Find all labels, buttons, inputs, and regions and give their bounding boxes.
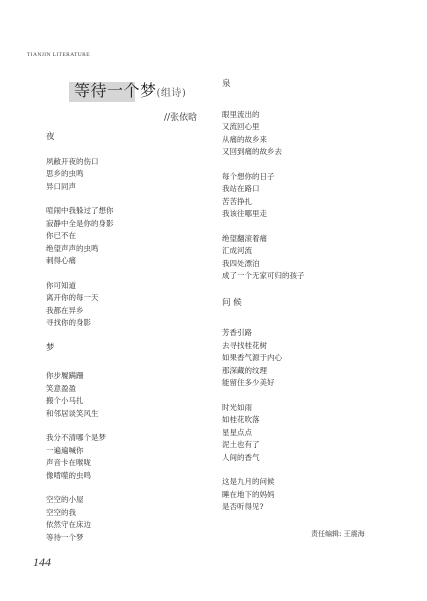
- poem-line: 你步履蹒跚: [46, 371, 84, 380]
- poem-line: 汇成河流: [222, 246, 252, 255]
- poem-line: 一遍遍喊你: [46, 445, 84, 455]
- poem-line: 喧闹中我躲过了想你: [46, 206, 114, 215]
- poem-line: 我该往哪里走: [222, 209, 267, 218]
- poem-line: 笑意盈盈: [46, 383, 76, 393]
- poem-line: 时光如雨: [222, 402, 252, 412]
- poem-line: 思乡的虫鸣: [46, 169, 84, 178]
- poem-line: 空空的我: [46, 507, 76, 517]
- poem-line: 睡在地下的妈妈: [222, 489, 275, 499]
- poem-line: 空空的小屋: [46, 495, 84, 504]
- poem-line: 我站在路口: [222, 184, 260, 193]
- poem-line: 寂静中全是你的身影: [46, 218, 114, 228]
- poem-line: 每个想你的日子: [222, 171, 275, 181]
- stanza: [222, 402, 305, 465]
- journal-header: TIANJIN LITERATURE: [27, 52, 90, 58]
- poem-line: 等待一个梦: [46, 532, 84, 542]
- poem-line: 依然守在床边: [46, 520, 91, 529]
- poem-line: 你已不在: [46, 231, 76, 240]
- poem-line: 搬个小马扎: [46, 396, 84, 405]
- editor-credit: 责任编辑: 王震海: [311, 530, 365, 538]
- poem-line: 从痛的故乡来: [222, 134, 267, 144]
- author: //张依晗: [164, 113, 198, 123]
- poem-line: 又回到痛的故乡去: [222, 147, 282, 156]
- stanza: [222, 109, 305, 159]
- poem-line: 我分不清哪个是梦: [46, 433, 106, 442]
- poem-line: 那深藏的纹理: [222, 365, 267, 375]
- poem-line: 芳香引路: [222, 328, 252, 337]
- poem-line: 离开你的每一天: [46, 293, 99, 302]
- section-heading-spring: 泉: [222, 79, 231, 89]
- poem-line: 绝望声声的虫鸣: [46, 243, 99, 253]
- section-heading-greeting: 问 候: [222, 297, 242, 308]
- poem-line: 又流回心里: [222, 122, 260, 131]
- poem-line: 泥土也有了: [222, 440, 260, 449]
- poem-title: [74, 78, 186, 101]
- poem-line: 和邻居谈笑风生: [46, 408, 99, 418]
- stanza: [222, 476, 305, 514]
- poem-line: 星星点点: [222, 427, 252, 437]
- stanza: [46, 370, 114, 420]
- stanza: [46, 156, 114, 194]
- poem-line: 寻找你的身影: [46, 318, 91, 327]
- poem-line: 绝望翻滚着痛: [222, 233, 267, 243]
- poem-line: 我四处漂泊: [222, 258, 260, 268]
- stanza: [222, 327, 305, 390]
- page-number: 144: [33, 555, 51, 569]
- poem-line: 声音卡在喉咙: [46, 458, 91, 467]
- section-heading-night: 夜: [46, 132, 55, 142]
- poem-line: 像啃噬的虫鸣: [46, 470, 91, 480]
- stanza: [46, 280, 114, 330]
- poem-line: 如果香气源于内心: [222, 353, 282, 362]
- poem-line: 夙敝开夜的伤口: [46, 156, 99, 166]
- section-heading-dream: 梦: [46, 342, 55, 353]
- right-column: [222, 78, 305, 514]
- poem-line: 如桂花吹落: [222, 415, 260, 424]
- poem-line: 是否听得见?: [222, 502, 264, 511]
- poem-line: 去寻找桂花树: [222, 340, 267, 350]
- title-sub: (组诗): [156, 88, 187, 99]
- poem-line: 成了一个无家可归的孩子: [222, 271, 305, 280]
- poem-line: 眼里流出的: [222, 109, 260, 119]
- poem-line: 异口同声: [46, 181, 76, 191]
- stanza: [46, 205, 114, 268]
- stanza: [222, 233, 305, 283]
- title-main: 等待一个梦: [74, 81, 157, 100]
- stanza: [46, 432, 114, 482]
- poem-line: 人间的香气: [222, 452, 260, 462]
- poem-line: 能留住多少美好: [222, 378, 275, 387]
- stanza: [46, 494, 114, 544]
- poem-line: 这是九月的问候: [222, 477, 275, 486]
- poem-line: 苦苦挣扎: [222, 196, 252, 206]
- left-column: [46, 131, 114, 544]
- poem-line: 刺得心痛: [46, 256, 76, 265]
- poem-line: 我都在异乡: [46, 305, 84, 315]
- poem-line: 你可知道: [46, 280, 76, 290]
- stanza: [222, 171, 305, 221]
